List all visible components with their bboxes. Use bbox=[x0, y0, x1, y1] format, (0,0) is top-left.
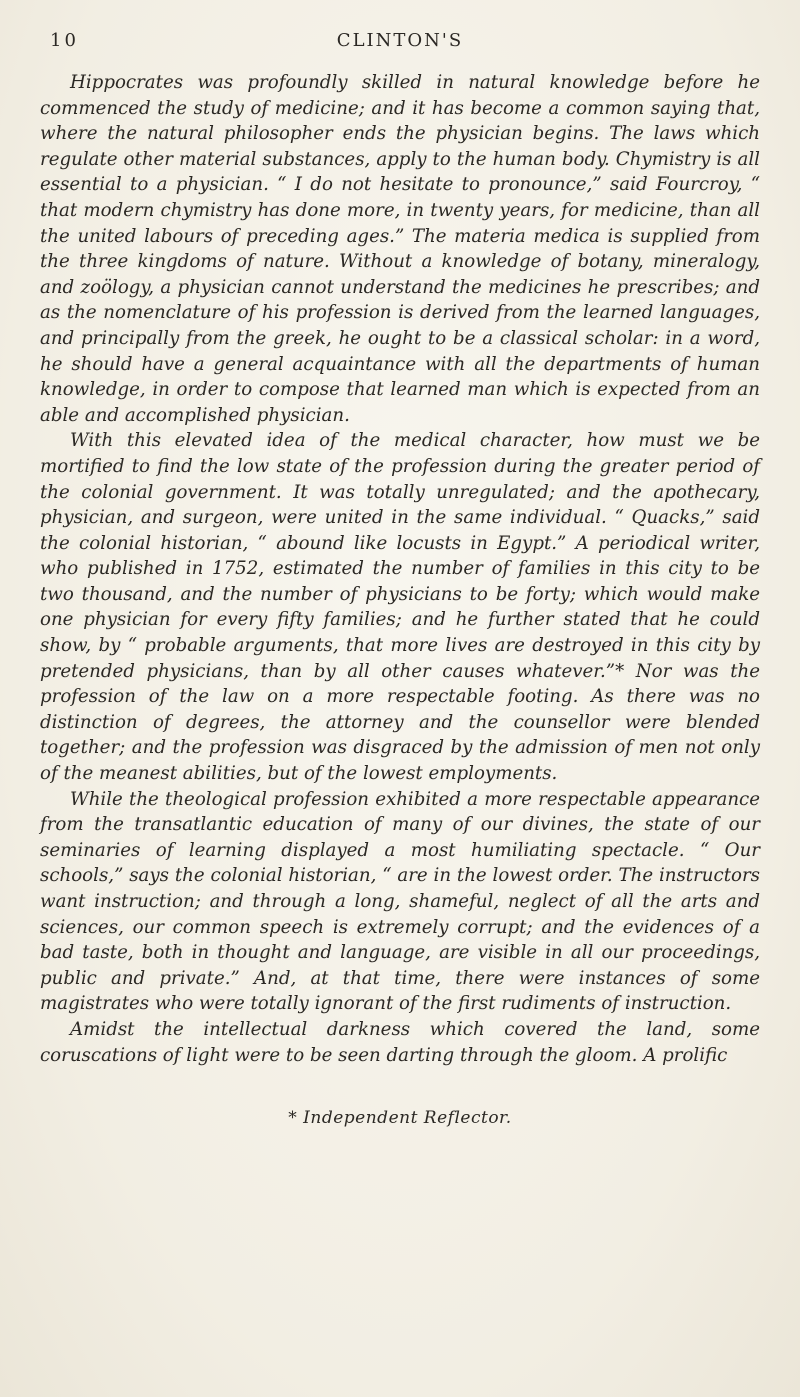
page-number: 10 bbox=[50, 30, 79, 51]
paragraph-medical-character: With this elevated idea of the medical character, how must we be mortified to find the low state of the profession during the greater period of the colonial government. It was totally unregulated; and the apothecary, physician, and surgeon, were united in the same individual. “ Quacks,” said the colonial historian, “ abound like locusts in Egypt.” A periodical writer, who published in 1752, estimated the number of families in this city to be two thousand, and the number of physicians to be forty; which would make one physician for every fifty families; and he further stated that he could show, by “ probable arguments, that more lives are destroyed in this city by pretended physicians, than by all other causes whatever.”* Nor was the profession of the law on a more respectable footing. As there was no distinction of degrees, the attorney and the counsellor were blended together; and the profession was disgraced by the admission of men not only of the meanest abilities, but of the lowest employments. bbox=[40, 430, 760, 785]
paragraph-intellectual-darkness: Amidst the intellectual darkness which covered the land, some coruscations of light were to be seen darting through the gloom. A prolific bbox=[40, 1018, 760, 1066]
body-text bbox=[40, 70, 760, 1068]
paragraph-hippocrates: Hippocrates was profoundly skilled in natural knowledge before he commenced the study of medicine; and it has become a common saying that, where the natural philosopher ends the physician begins. The laws which regulate other material substances, apply to the human body. Chymistry is all essential to a physician. “ I do not hesitate to pronounce,” said Fourcroy, “ that modern chymistry has done more, in twenty years, for medicine, than all the united labours of preceding ages.” The materia medica is supplied from the three kingdoms of nature. Without a knowledge of botany, mineralogy, and zoölogy, a physician cannot understand the medicines he prescribes; and as the nomenclature of his profession is derived from the learned languages, and principally from the greek, he ought to be a classical scholar: in a word, he should have a general acquaintance with all the departments of human knowledge, in order to compose that learned man which is expected from an able and accomplished physician. bbox=[40, 72, 760, 426]
footnote: * Independent Reflector. bbox=[288, 1108, 512, 1129]
running-title: CLINTON'S bbox=[336, 30, 464, 51]
running-head bbox=[40, 26, 760, 56]
paragraph-theological-profession: While the theological profession exhibited a more respectable appearance from the transatlantic education of many of our divines, the state of our seminaries of learning displayed a most humiliating spectacle. “ Our schools,” says the colonial historian, “ are in the lowest order. The instructors want instruction; and through a long, shameful, neglect of all the arts and sciences, our common speech is extremely corrupt; and the evidences of a bad taste, both in thought and language, are visible in all our proceedings, public and private.” And, at that time, there were instances of some magistrates who were totally ignorant of the first rudiments of instruction. bbox=[40, 788, 760, 1015]
